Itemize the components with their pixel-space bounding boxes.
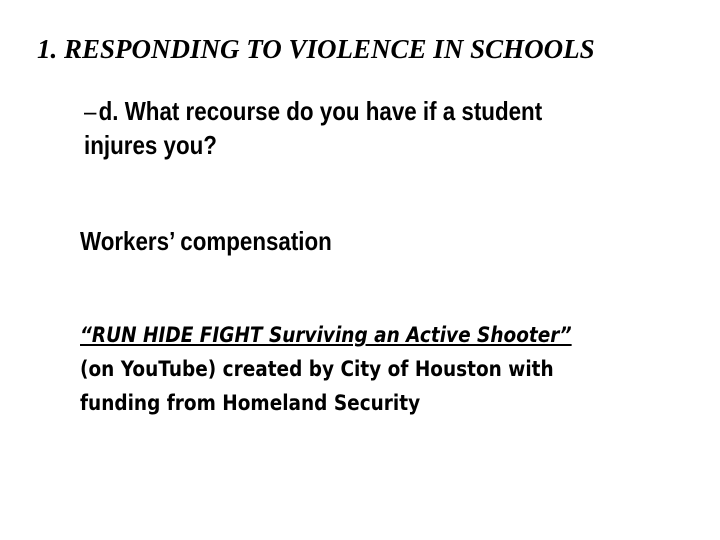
answer-text: Workers’ compensation — [80, 226, 332, 256]
video-title-link[interactable]: “RUN HIDE FIGHT Surviving an Active Shooter” — [80, 323, 572, 347]
slide-title: 1. RESPONDING TO VIOLENCE IN SCHOOLS — [37, 34, 595, 64]
question-text: d. What recourse do you have if a student injures you? — [84, 96, 543, 160]
resource-paragraph — [80, 318, 573, 420]
question-bullet — [84, 94, 600, 162]
resource-description: (on YouTube) created by City of Houston with funding from Homeland Security — [80, 357, 554, 415]
dash-bullet-marker: – — [84, 96, 97, 126]
